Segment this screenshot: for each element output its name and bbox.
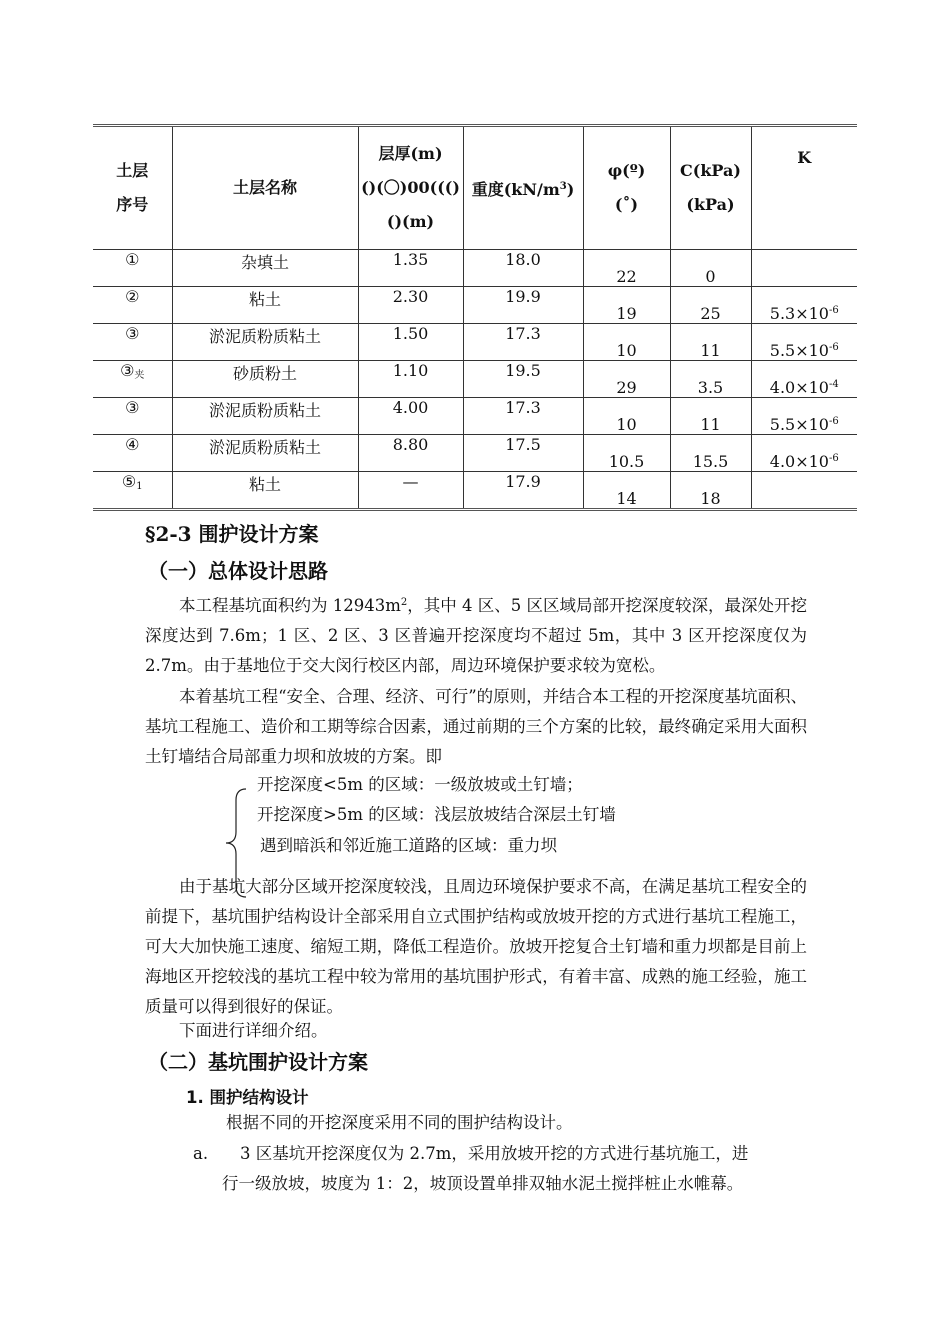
item-a-line: 3 区基坑开挖深度仅为 2.7m，采用放坡开挖的方式进行基坑施工，进 (240, 1144, 749, 1163)
layer-thickness: 1.10 (358, 361, 463, 398)
layer-phi: 14 (583, 472, 670, 510)
scheme-item: 开挖深度>5m 的区域：浅层放坡结合深层土钉墙 (257, 805, 616, 824)
layer-k: $4.0\times 10^{-4}$ (751, 361, 857, 398)
layer-name: 淤泥质粉质粘土 (172, 398, 358, 435)
layer-phi: 10 (583, 324, 670, 361)
layer-name: 淤泥质粉质粘土 (172, 435, 358, 472)
paragraph-rationale: 由于基坑大部分区域开挖深度较浅，且周边环境保护要求不高，在满足基坑工程安全的前提下，基坑围护结构设计全部采用自立式围护结构或放坡开挖的方式进行基坑工程施工，可大大加快施工速度、缩短工期，降低工程造价。放坡开挖复合土钉墙和重力坝都是目前上海地区开挖较浅的基坑工程中较为常用的基坑围护形式，有着丰富、成熟的施工经验，施工质量可以得到很好的保证。 (145, 877, 807, 1016)
layer-id: ① (93, 250, 172, 287)
paragraph-overview: 本工程基坑面积约为 $12943m^2$，其中 4 区、5 区区域局部开挖深度较深，最深处开挖深度达到 7.6m；1 区、2 区、3 区普遍开挖深度均不超过 5m，其中 3 区开挖深度仅为 2.7m。由于基地位于交大闵行校区内部，周边环境保护要求较为宽松。 (145, 596, 807, 675)
layer-phi: 10.5 (583, 435, 670, 472)
layer-cohesion: 3.5 (670, 361, 751, 398)
layer-weight: 17.9 (463, 472, 583, 510)
layer-cohesion: 18 (670, 472, 751, 510)
layer-id: ④ (93, 435, 172, 472)
table-row (93, 435, 857, 472)
header-layer-no: 土层 序号 (93, 126, 172, 250)
header-layer-name: 土层名称 (172, 126, 358, 250)
layer-cohesion: 0 (670, 250, 751, 287)
layer-name: 杂填土 (172, 250, 358, 287)
layer-cohesion: 11 (670, 398, 751, 435)
scheme-item: 开挖深度<5m 的区域：一级放坡或土钉墙； (257, 775, 583, 794)
layer-cohesion: 25 (670, 287, 751, 324)
layer-weight: 17.3 (463, 398, 583, 435)
header-thickness: 层厚(m) ()(〇)00((() ()(m) (358, 126, 463, 250)
layer-k: $5.3\times 10^{-6}$ (751, 287, 857, 324)
layer-name: 砂质粉土 (172, 361, 358, 398)
item-text: 根据不同的开挖深度采用不同的围护结构设计。 (226, 1113, 573, 1132)
paragraph-principle: 本着基坑工程“安全、合理、经济、可行”的原则，并结合本工程的开挖深度基坑面积、基坑工程施工、造价和工期等综合因素，通过前期的三个方案的比较，最终确定采用大面积土钉墙结合局部重力坝和放坡的方案。即 (145, 687, 807, 766)
layer-k (751, 472, 857, 510)
header-unit-weight: 重度$(kN/m^3)$ (463, 126, 583, 250)
layer-thickness: — (358, 472, 463, 510)
layer-k: $5.5\times 10^{-6}$ (751, 398, 857, 435)
table-row (93, 287, 857, 324)
layer-phi: 22 (583, 250, 670, 287)
layer-cohesion: 11 (670, 324, 751, 361)
layer-thickness: 8.80 (358, 435, 463, 472)
header-cohesion: C(kPa) (kPa) (670, 126, 751, 250)
item-a-label: a. (193, 1144, 209, 1163)
layer-k: $4.0\times 10^{-6}$ (751, 435, 857, 472)
layer-name: 粘土 (172, 287, 358, 324)
layer-weight: 18.0 (463, 250, 583, 287)
layer-weight: 17.3 (463, 324, 583, 361)
subsection-title-overall: （一）总体设计思路 (148, 559, 328, 583)
layer-id: $③_夹$ (93, 361, 172, 398)
table-row (93, 398, 857, 435)
layer-weight: 19.9 (463, 287, 583, 324)
layer-phi: 10 (583, 398, 670, 435)
layer-k: $5.5\times 10^{-6}$ (751, 324, 857, 361)
layer-weight: 17.5 (463, 435, 583, 472)
table-row (93, 250, 857, 287)
layer-weight: 19.5 (463, 361, 583, 398)
scheme-item: 遇到暗浜和邻近施工道路的区域：重力坝 (260, 836, 557, 855)
table-row (93, 472, 857, 510)
layer-name: 粘土 (172, 472, 358, 510)
soil-parameter-table (93, 124, 857, 511)
layer-cohesion: 15.5 (670, 435, 751, 472)
paragraph-intro: 下面进行详细介绍。 (179, 1021, 328, 1040)
layer-phi: 29 (583, 361, 670, 398)
layer-id: $⑤_1$ (93, 472, 172, 510)
table-header-row (93, 126, 857, 250)
header-friction-angle: φ(º) (˚) (583, 126, 670, 250)
item-heading-structure: 1. 围护结构设计 (186, 1088, 309, 1107)
layer-thickness: 2.30 (358, 287, 463, 324)
layer-k (751, 250, 857, 287)
layer-id: ③ (93, 398, 172, 435)
layer-phi: 19 (583, 287, 670, 324)
section-title: §2-3 围护设计方案 (145, 522, 319, 546)
table-row (93, 361, 857, 398)
table-row (93, 324, 857, 361)
header-permeability: K (751, 126, 857, 250)
layer-id: ② (93, 287, 172, 324)
item-a-line: 行一级放坡，坡度为 1：2，坡顶设置单排双轴水泥土搅拌桩止水帷幕。 (222, 1174, 744, 1193)
layer-name: 淤泥质粉质粘土 (172, 324, 358, 361)
subsection-title-scheme: （二）基坑围护设计方案 (148, 1050, 368, 1074)
layer-thickness: 4.00 (358, 398, 463, 435)
layer-thickness: 1.35 (358, 250, 463, 287)
layer-thickness: 1.50 (358, 324, 463, 361)
layer-id: ③ (93, 324, 172, 361)
